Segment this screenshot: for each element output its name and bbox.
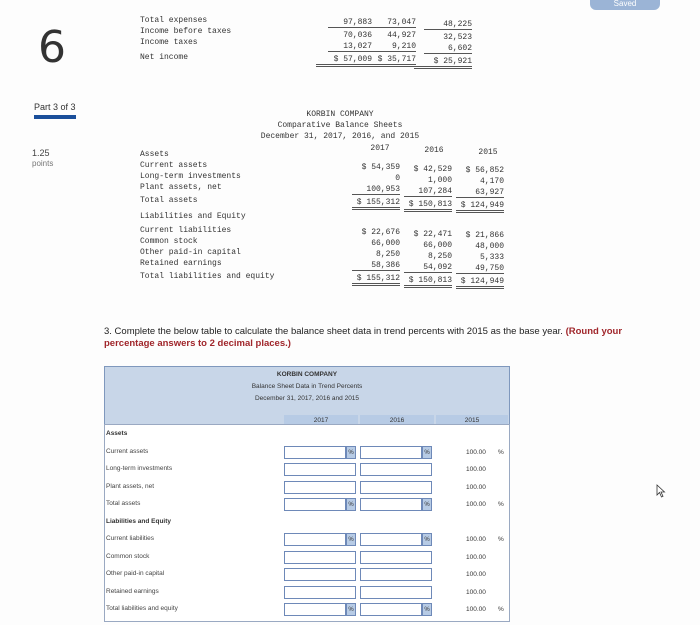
bs-row-value: 4,170 [479,177,504,186]
bs-row-value: $ 21,866 [465,231,504,240]
trend-2015-value: 100.00 [466,466,486,473]
income-2017-3: $ 57,009 [316,55,372,67]
trend-input-2016[interactable] [360,498,422,511]
bs-row-value: $ 150,813 [404,276,452,288]
trend-2015-value: 100.00 [466,501,486,508]
bs-row-value: $ 22,676 [361,228,400,237]
percent-sign: % [498,501,504,508]
income-2016-1: 44,927 [387,31,416,40]
income-2015-2: 6,602 [424,44,472,54]
instructions [104,326,674,350]
bs-row-value: 49,750 [456,264,504,274]
income-2017-2: 13,027 [328,42,372,52]
trend-company: KORBIN COMPANY [276,371,338,378]
part-indicator: Part 3 of 3 [34,102,76,112]
percent-sign: % [346,533,356,546]
question-number: 6 [38,22,66,73]
bs-row-label: Long-term investments [140,172,241,181]
bs-row-label: Current assets [140,161,208,170]
trend-row-label: Total assets [106,500,141,507]
trend-row-label: Total liabilities and equity [106,605,178,612]
bs-row-value: 58,386 [352,261,400,271]
bs-date: December 31, 2017, 2016, and 2015 [260,132,420,141]
trend-input-2017[interactable] [284,481,356,494]
income-label-3: Net income [140,53,189,62]
percent-sign: % [422,446,432,459]
part-progress-bar [34,115,76,119]
bs-row-value: 0 [395,174,400,183]
percent-sign: % [346,446,356,459]
trend-input-2016[interactable] [360,551,432,564]
trend-2015-value: 100.00 [466,483,486,491]
bs-year-2016: 2016 [424,146,444,155]
bs-row-value: $ 155,312 [352,274,400,286]
trend-input-2017[interactable] [284,568,356,581]
bs-row-value: 48,000 [475,242,504,251]
bs-row-value: 66,000 [371,239,400,248]
trend-year-2015: 2015 [436,415,508,427]
percent-sign: % [422,533,432,546]
income-label-1: Income before taxes [140,27,232,36]
trend-title: Balance Sheet Data in Trend Percents [251,383,363,390]
trend-input-2017[interactable] [284,498,346,511]
bs-row-label: Current liabilities [140,226,232,235]
bs-year-2017: 2017 [370,144,390,153]
bs-row-value: 8,250 [427,251,452,261]
bs-row-value: 63,927 [456,188,504,198]
bs-row-label: Retained earnings [140,259,222,268]
trend-input-2017[interactable] [284,603,346,616]
bs-company: KORBIN COMPANY [306,110,374,119]
trend-row-label: Current liabilities [106,535,155,542]
bs-row-label: Plant assets, net [140,183,222,192]
bs-row-label: Assets [140,150,169,159]
income-2017-0: 97,883 [328,18,372,28]
bs-row-label: Liabilities and Equity [140,212,246,221]
bs-row-value: $ 56,852 [465,166,504,175]
income-2016-0: 73,047 [372,18,416,28]
trend-year-2017: 2017 [284,415,358,427]
trend-input-2017[interactable] [284,533,346,546]
trend-input-2017[interactable] [284,446,346,459]
bs-row-value: $ 150,813 [404,200,452,212]
income-2016-3: $ 35,717 [362,55,416,67]
trend-input-2016[interactable] [360,463,432,476]
bs-row-value: $ 155,312 [352,198,400,210]
percent-sign: % [498,536,504,543]
points-value: 1.25 [32,148,50,158]
trend-2015-value: 100.00 [466,553,486,561]
trend-2015-value: 100.00 [466,588,486,596]
income-2016-2: 9,210 [372,42,416,52]
percent-sign: % [346,603,356,616]
bs-year-2015: 2015 [478,148,498,157]
trend-row-label: Liabilities and Equity [106,517,172,525]
points-label: points [32,159,54,168]
trend-input-2016[interactable] [360,481,432,494]
trend-input-2016[interactable] [360,603,422,616]
bs-row-value: $ 54,359 [361,163,400,172]
bs-row-value: 5,333 [479,253,504,262]
percent-sign: % [422,498,432,511]
bs-row-value: 107,284 [404,187,452,197]
trend-row-label: Plant assets, net [106,482,155,490]
income-2017-1: 70,036 [343,31,372,40]
percent-sign: % [498,606,504,613]
bs-row-value: 8,250 [375,250,400,259]
trend-row-label: Long-term investments [106,465,173,472]
bs-row-value: $ 124,949 [456,277,504,289]
bs-row-value: $ 124,949 [456,201,504,213]
instructions-text: 3. Complete the below table to calculate the balance sheet data in trend percents with 2015 as the base year. [104,326,563,337]
trend-input-2016[interactable] [360,446,422,459]
percent-sign: % [498,448,504,456]
bs-row-value: $ 42,529 [413,164,452,174]
bs-row-label: Total liabilities and equity [140,272,275,281]
trend-input-2017[interactable] [284,463,356,476]
bs-row-label: Common stock [140,237,198,246]
trend-2015-value: 100.00 [466,536,486,543]
bs-row-label: Other paid-in capital [140,248,241,257]
bs-row-value: 1,000 [427,175,452,185]
bs-row-value: 54,092 [404,263,452,273]
trend-2015-value: 100.00 [466,571,486,578]
income-label-2: Income taxes [140,38,198,47]
income-2015-0: 48,225 [424,20,472,30]
trend-year-2016: 2016 [360,415,434,427]
trend-input-2016[interactable] [360,586,432,599]
bs-title: Comparative Balance Sheets [277,121,403,130]
trend-row-label: Assets [106,430,128,437]
trend-input-2016[interactable] [360,533,422,546]
income-2015-3: $ 25,921 [414,57,472,69]
trend-date: December 31, 2017, 2016 and 2015 [254,395,360,402]
trend-row-label: Other paid-in capital [106,570,165,577]
income-2015-1: 32,523 [443,33,472,42]
mouse-cursor-icon [656,484,666,498]
trend-2015-value: 100.00 [466,606,486,613]
percent-sign: % [346,498,356,511]
trend-row-label: Retained earnings [106,587,159,595]
income-label-0: Total expenses [140,16,208,25]
bs-row-value: $ 22,471 [413,229,452,239]
trend-input-2016[interactable] [360,568,432,581]
trend-row-label: Common stock [106,552,150,560]
trend-input-2017[interactable] [284,551,356,564]
bs-row-value: 66,000 [423,240,452,250]
bs-row-value: 100,953 [352,185,400,195]
saved-status: Saved [590,0,660,10]
instructions-bold: (Round your percentage answers to 2 decimal places.) [104,326,623,349]
bs-row-label: Total assets [140,196,198,205]
percent-sign: % [422,603,432,616]
trend-row-label: Current assets [106,447,149,455]
trend-2015-value: 100.00 [466,448,486,456]
trend-input-2017[interactable] [284,586,356,599]
